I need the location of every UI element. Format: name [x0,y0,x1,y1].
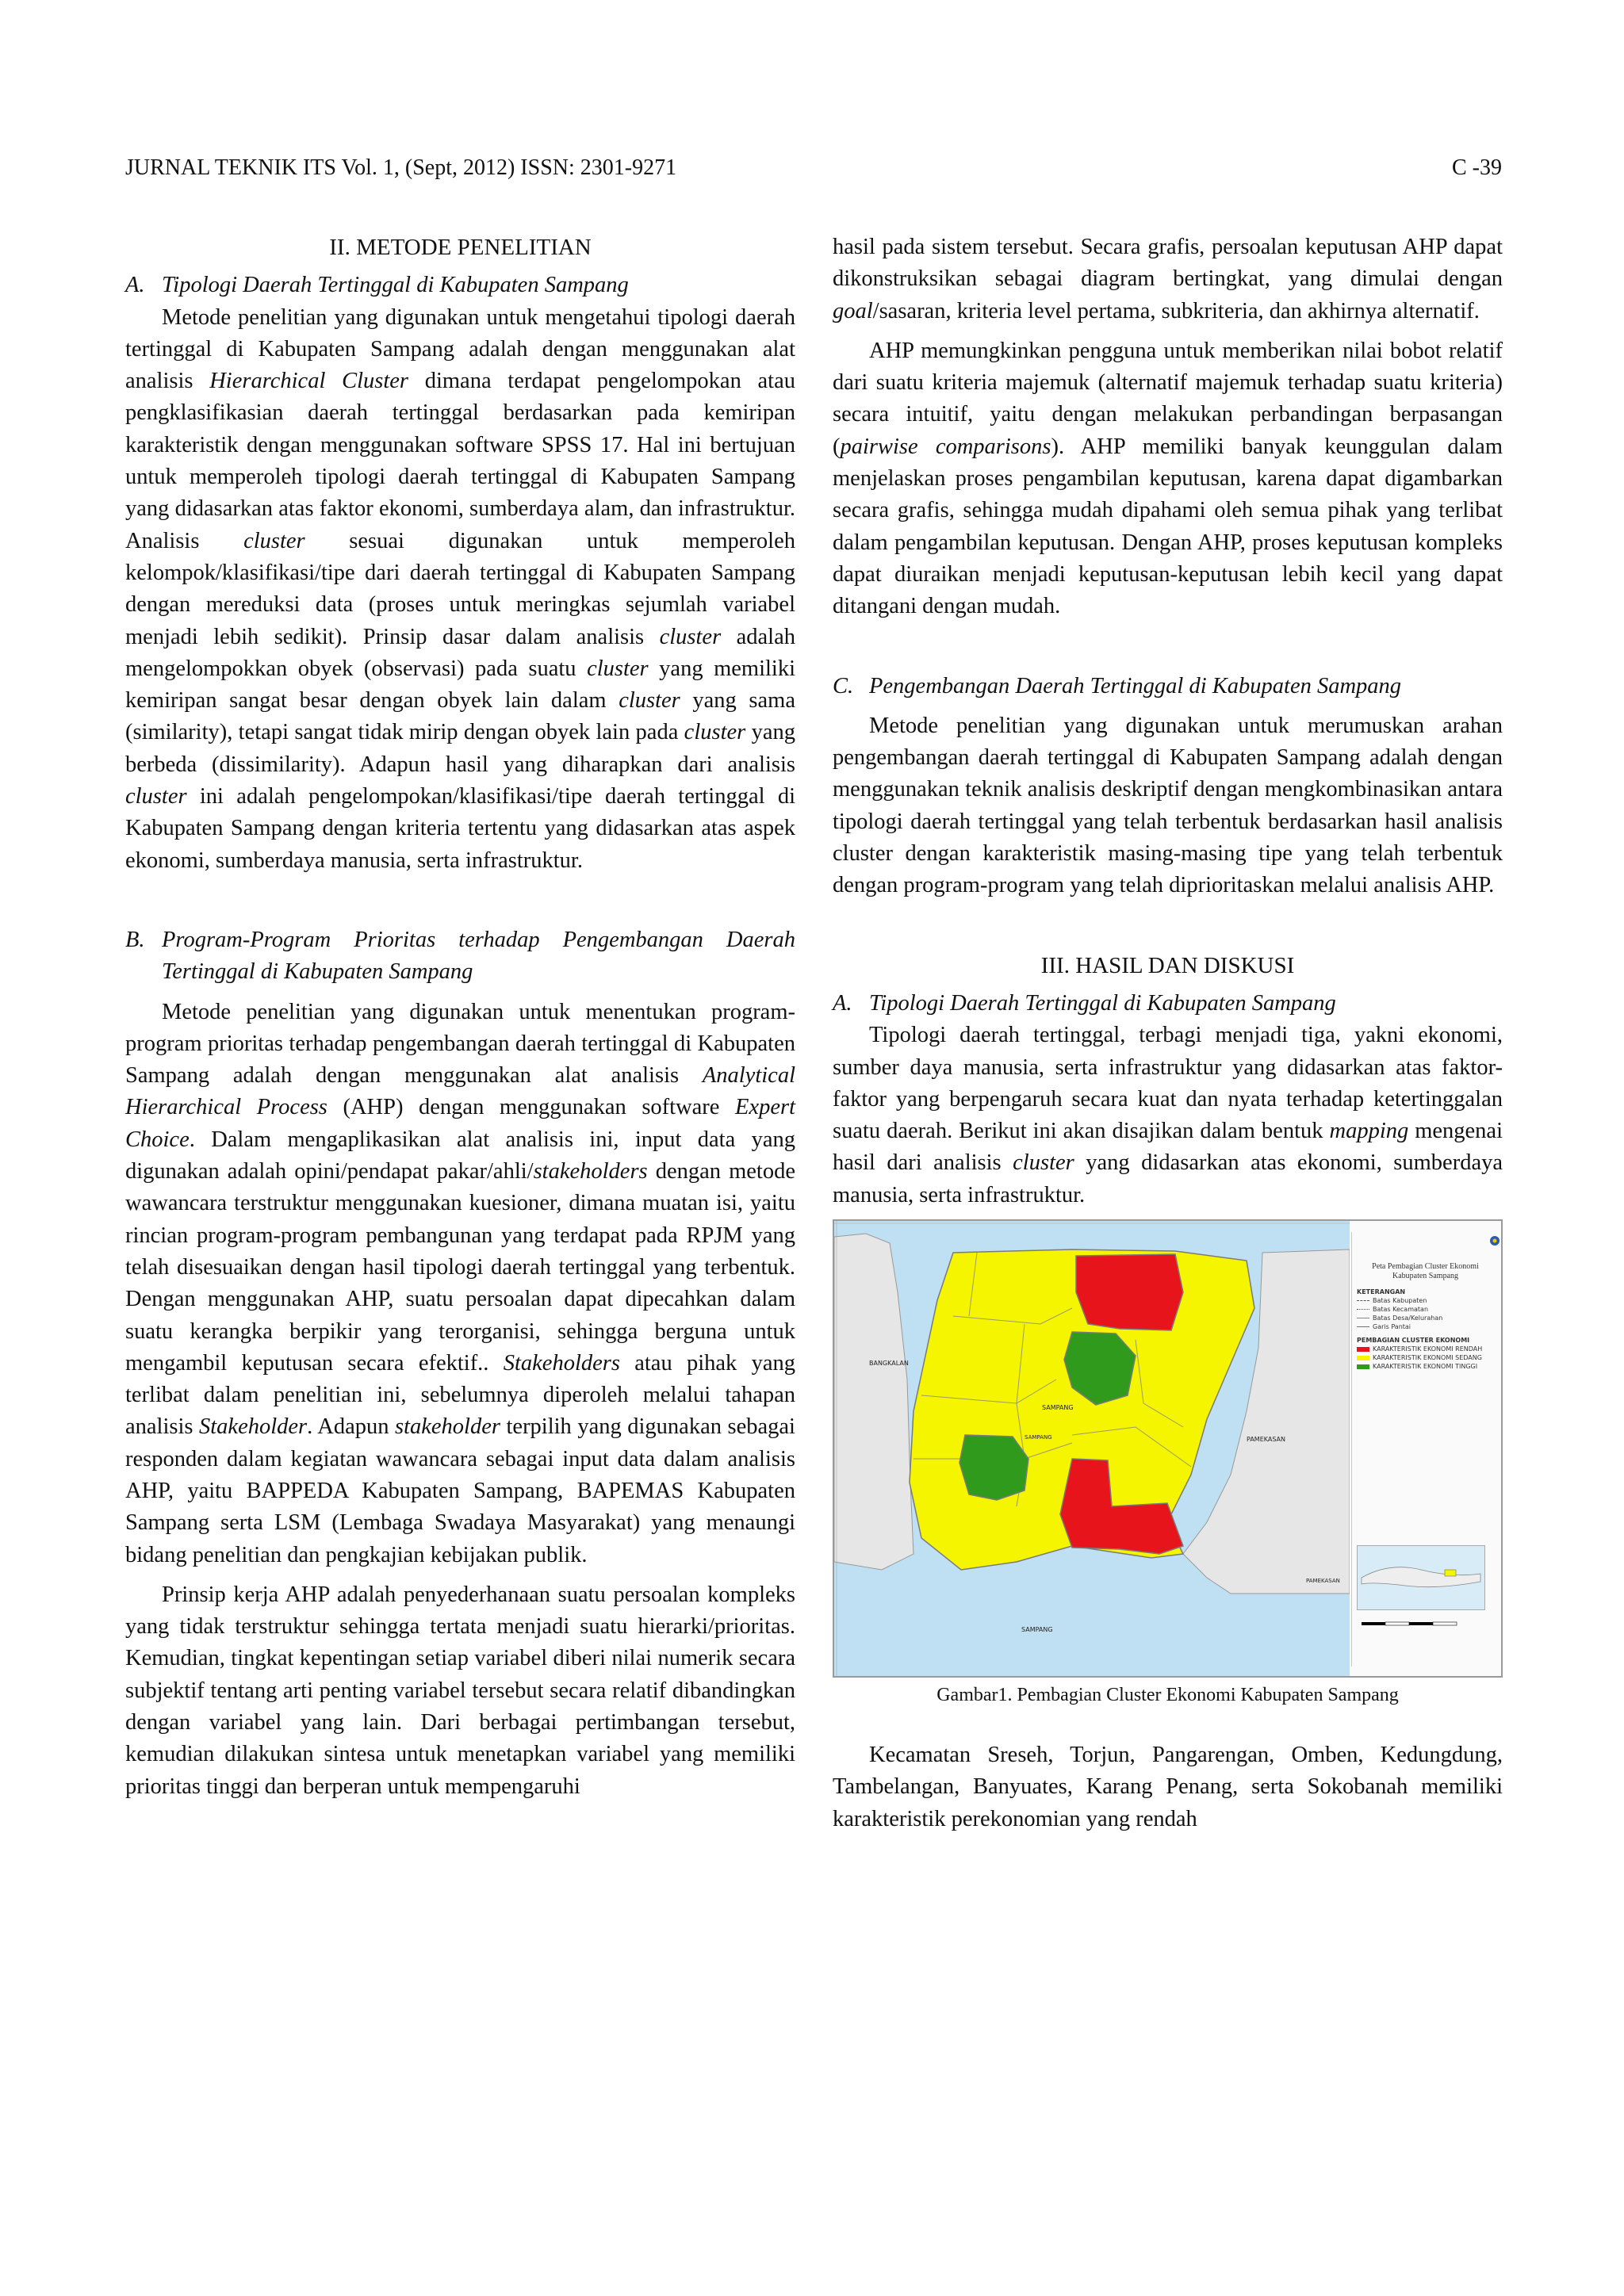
region-red-north [1076,1254,1183,1330]
section-title-hasil: III. HASIL DAN DISKUSI [1040,952,1295,978]
paragraph-prinsip-ahp: Prinsip kerja AHP adalah penyederhanaan suatu persoalan kompleks yang tidak terstruktur sehingga tertata menjadi suatu hierarki/prioritas. Kemudian, tingkat kepentingan setiap variabel diberi nilai numerik secara subjektif tentang arti penting variabel tersebut secara relatif dibandingkan dengan variabel yang lain. Dari berbagai pertimbangan tersebut, kemudian dilakukan sintesa untuk menetapkan variabel yang memiliki prioritas tinggi dan berperan untuk mempengaruhi [125,1582,795,1799]
subsection-label: C. [833,673,854,698]
subsection-b-heading [125,924,795,989]
page-number: C -39 [1452,155,1502,180]
legend-item: Batas Kecamatan [1357,1305,1494,1314]
paragraph-kecamatan: Kecamatan Sreseh, Torjun, Pangarengan, Omben, Kedungdung, Tambelangan, Banyuates, Karang Penang, serta Sokobanah memiliki karakteristik perekonomian yang rendah [833,1743,1503,1831]
paragraph-tipologi: Metode penelitian yang digunakan untuk mengetahui tipologi daerah tertinggal di Kabupaten Sampang adalah dengan menggunakan alat analisis Hierarchical Cluster dimana terdapat pengelompokan atau pengklasifikasian daerah tertinggal berdasarkan pada kemiripan karakteristik dengan menggunakan software SPSS 17. Hal ini bertujuan untuk memperoleh tipologi daerah tertinggal di Kabupaten Sampang yang didasarkan atas faktor ekonomi, sumberdaya alam, dan infrastruktur. Analisis cluster sesuai digunakan untuk memperoleh kelompok/klasifikasi/tipe dari daerah tertinggal di Kabupaten Sampang dengan mereduksi data (proses untuk meringkas sejumlah variabel menjadi lebih sedikit). Prinsip dasar dalam analisis cluster adalah mengelompokkan obyek (observasi) pada suatu cluster yang memiliki kemiripan sangat besar dengan obyek lain dalam cluster yang sama (similarity), tetapi sangat tidak mirip dengan obyek lain pada cluster yang berbeda (dissimilarity). Adapun hasil yang diharapkan dari analisis cluster ini adalah pengelompokan/klasifikasi/tipe daerah tertinggal di Kabupaten Sampang dengan kriteria tertentu yang didasarkan atas aspek ekonomi, sumberdaya manusia, serta infrastruktur. [125,304,795,873]
subsection-title: Program-Program Prioritas terhadap Pengembangan Daerah Tertinggal di Kabupaten Sampang [162,927,795,985]
legend-heading: KETERANGAN [1357,1288,1406,1296]
map-legend [1351,1232,1494,1667]
paragraph-program-prioritas: Metode penelitian yang digunakan untuk menentukan program-program prioritas terhadap pengembangan daerah tertinggal di Kabupaten Sampang adalah dengan menggunakan alat analisis Analytical Hierarchical Process (AHP) dengan menggunakan software Expert Choice. Dalam mengaplikasikan alat analisis ini, input data yang digunakan adalah opini/pendapat pakar/ahli/stakeholders dengan metode wawancara terstruktur menggunakan kuesioner, dimana muatan isi, yaitu rincian program-program pembangunan yang terdapat pada RPJM yang telah disesuaikan dengan hasil tipologi daerah tertinggal yang terbentuk. Dengan menggunakan AHP, suatu persoalan dapat dipecahkan dalam suatu kerangka berpikir yang terorganisi, sehingga berguna untuk mengambil keputusan secara efektif.. Stakeholders atau pihak yang terlibat dalam penelitian ini, sebelumnya diperoleh melalui tahapan analisis Stakeholder. Adapun stakeholder terpilih yang digunakan sebagai responden dalam kegiatan wawancara sebagai input data dalam analisis AHP, yaitu BAPPEDA Kabupaten Sampang, BAPEMAS Kabupaten Sampang serta LSM (Lembaga Swadaya Masyarakat) yang menaungi bidang penelitian dan pengkajian kebijakan publik. [125,999,795,1567]
cluster-legend-item: KARAKTERISTIK EKONOMI SEDANG [1357,1353,1494,1362]
subsection-label: A. [833,990,852,1016]
subsection-c-heading [833,671,1503,702]
cluster-map-figure [833,1219,1503,1678]
label-pamekasan: PAMEKASAN [1247,1436,1286,1444]
subsection-label: A. [125,273,145,298]
subsection-title: Tipologi Daerah Tertinggal di Kabupaten Sampang [162,273,629,298]
subsection-a-heading [125,270,795,301]
paragraph-ahp-continued: hasil pada sistem tersebut. Secara grafis, persoalan keputusan AHP dapat dikonstruksikan sebagai diagram bertingkat, yang dimulai dengan goal/sasaran, kriteria level pertama, subkriteria, dan akhirnya alternatif. [833,235,1503,323]
subsection-label: B. [125,927,145,952]
region-green-southwest [959,1435,1028,1500]
paragraph-ahp-keunggulan: AHP memungkinkan pengguna untuk memberikan nilai bobot relatif dari suatu kriteria majemuk (alternatif majemuk terhadap suatu kriteria) secara intuitif, yaitu dengan melakukan perbandingan berpasangan (pairwise comparisons). AHP memiliki banyak keunggulan dalam menjelaskan proses pengambilan keputusan, karena dapat digambarkan secara grafis, sehingga mudah dipahami oleh semua pihak yang terlibat dalam pengambilan keputusan. Dengan AHP, proses keputusan kompleks dapat diuraikan menjadi keputusan-keputusan lebih kecil yang dapat ditangani dengan mudah. [833,338,1503,619]
scale-bar [1357,1617,1484,1633]
right-column [833,232,1503,1835]
cluster-legend-item: KARAKTERISTIK EKONOMI RENDAH [1357,1345,1494,1353]
section-title-metode: II. METODE PENELITIAN [329,235,592,260]
subsection-title: Pengembangan Daerah Tertinggal di Kabupaten Sampang [869,673,1402,698]
cluster-map [834,1221,1350,1676]
legend-item: Batas Desa/Kelurahan [1357,1314,1494,1322]
label-sampang-south: SAMPANG [1021,1626,1053,1634]
legend-item: Batas Kabupaten [1357,1296,1494,1305]
paragraph-pengembangan: Metode penelitian yang digunakan untuk merumuskan arahan pengembangan daerah tertinggal di Kabupaten Sampang adalah dengan menggunakan teknik analisis deskriptif dengan mengkombinasikan antara tipologi daerah tertinggal yang telah terbentuk berdasarkan hasil analisis cluster dengan karakteristik masing-masing tipe yang telah terbentuk dengan program-program yang telah diprioritaskan melalui analisis AHP. [833,713,1503,898]
institution-logo-icon [1489,1235,1500,1246]
label-bangkalan: BANGKALAN [869,1360,909,1368]
subsection-a-results-heading [833,988,1503,1020]
label-pamekasan-south: PAMEKASAN [1306,1578,1340,1585]
figure-caption: Gambar1. Pembagian Cluster Ekonomi Kabupaten Sampang [936,1685,1399,1706]
cluster-heading: PEMBAGIAN CLUSTER EKONOMI [1357,1337,1470,1345]
subsection-title: Tipologi Daerah Tertinggal di Kabupaten Sampang [869,990,1336,1016]
paragraph-hasil-tipologi: Tipologi daerah tertinggal, terbagi menjadi tiga, yakni ekonomi, sumber daya manusia, serta infrastruktur yang didasarkan atas faktor-faktor yang berpengaruh secara kuat dan nyata terhadap ketertinggalan suatu daerah. Berikut ini akan disajikan dalam bentuk mapping mengenai hasil dari analisis cluster yang didasarkan atas ekonomi, sumberdaya manusia, serta infrastruktur. [833,1023,1503,1207]
label-sampang-center: SAMPANG [1042,1404,1074,1412]
legend-title: Peta Pembagian Cluster Ekonomi Kabupaten Sampang [1372,1262,1479,1281]
cluster-legend-item: KARAKTERISTIK EKONOMI TINGGI [1357,1362,1494,1371]
left-column [125,232,795,1803]
label-town: SAMPANG [1025,1434,1052,1441]
journal-title: JURNAL TEKNIK ITS Vol. 1, (Sept, 2012) ISSN: 2301-9271 [125,155,677,180]
page-header [125,152,1502,184]
inset-map [1357,1545,1485,1610]
legend-item: Garis Pantai [1357,1322,1494,1331]
